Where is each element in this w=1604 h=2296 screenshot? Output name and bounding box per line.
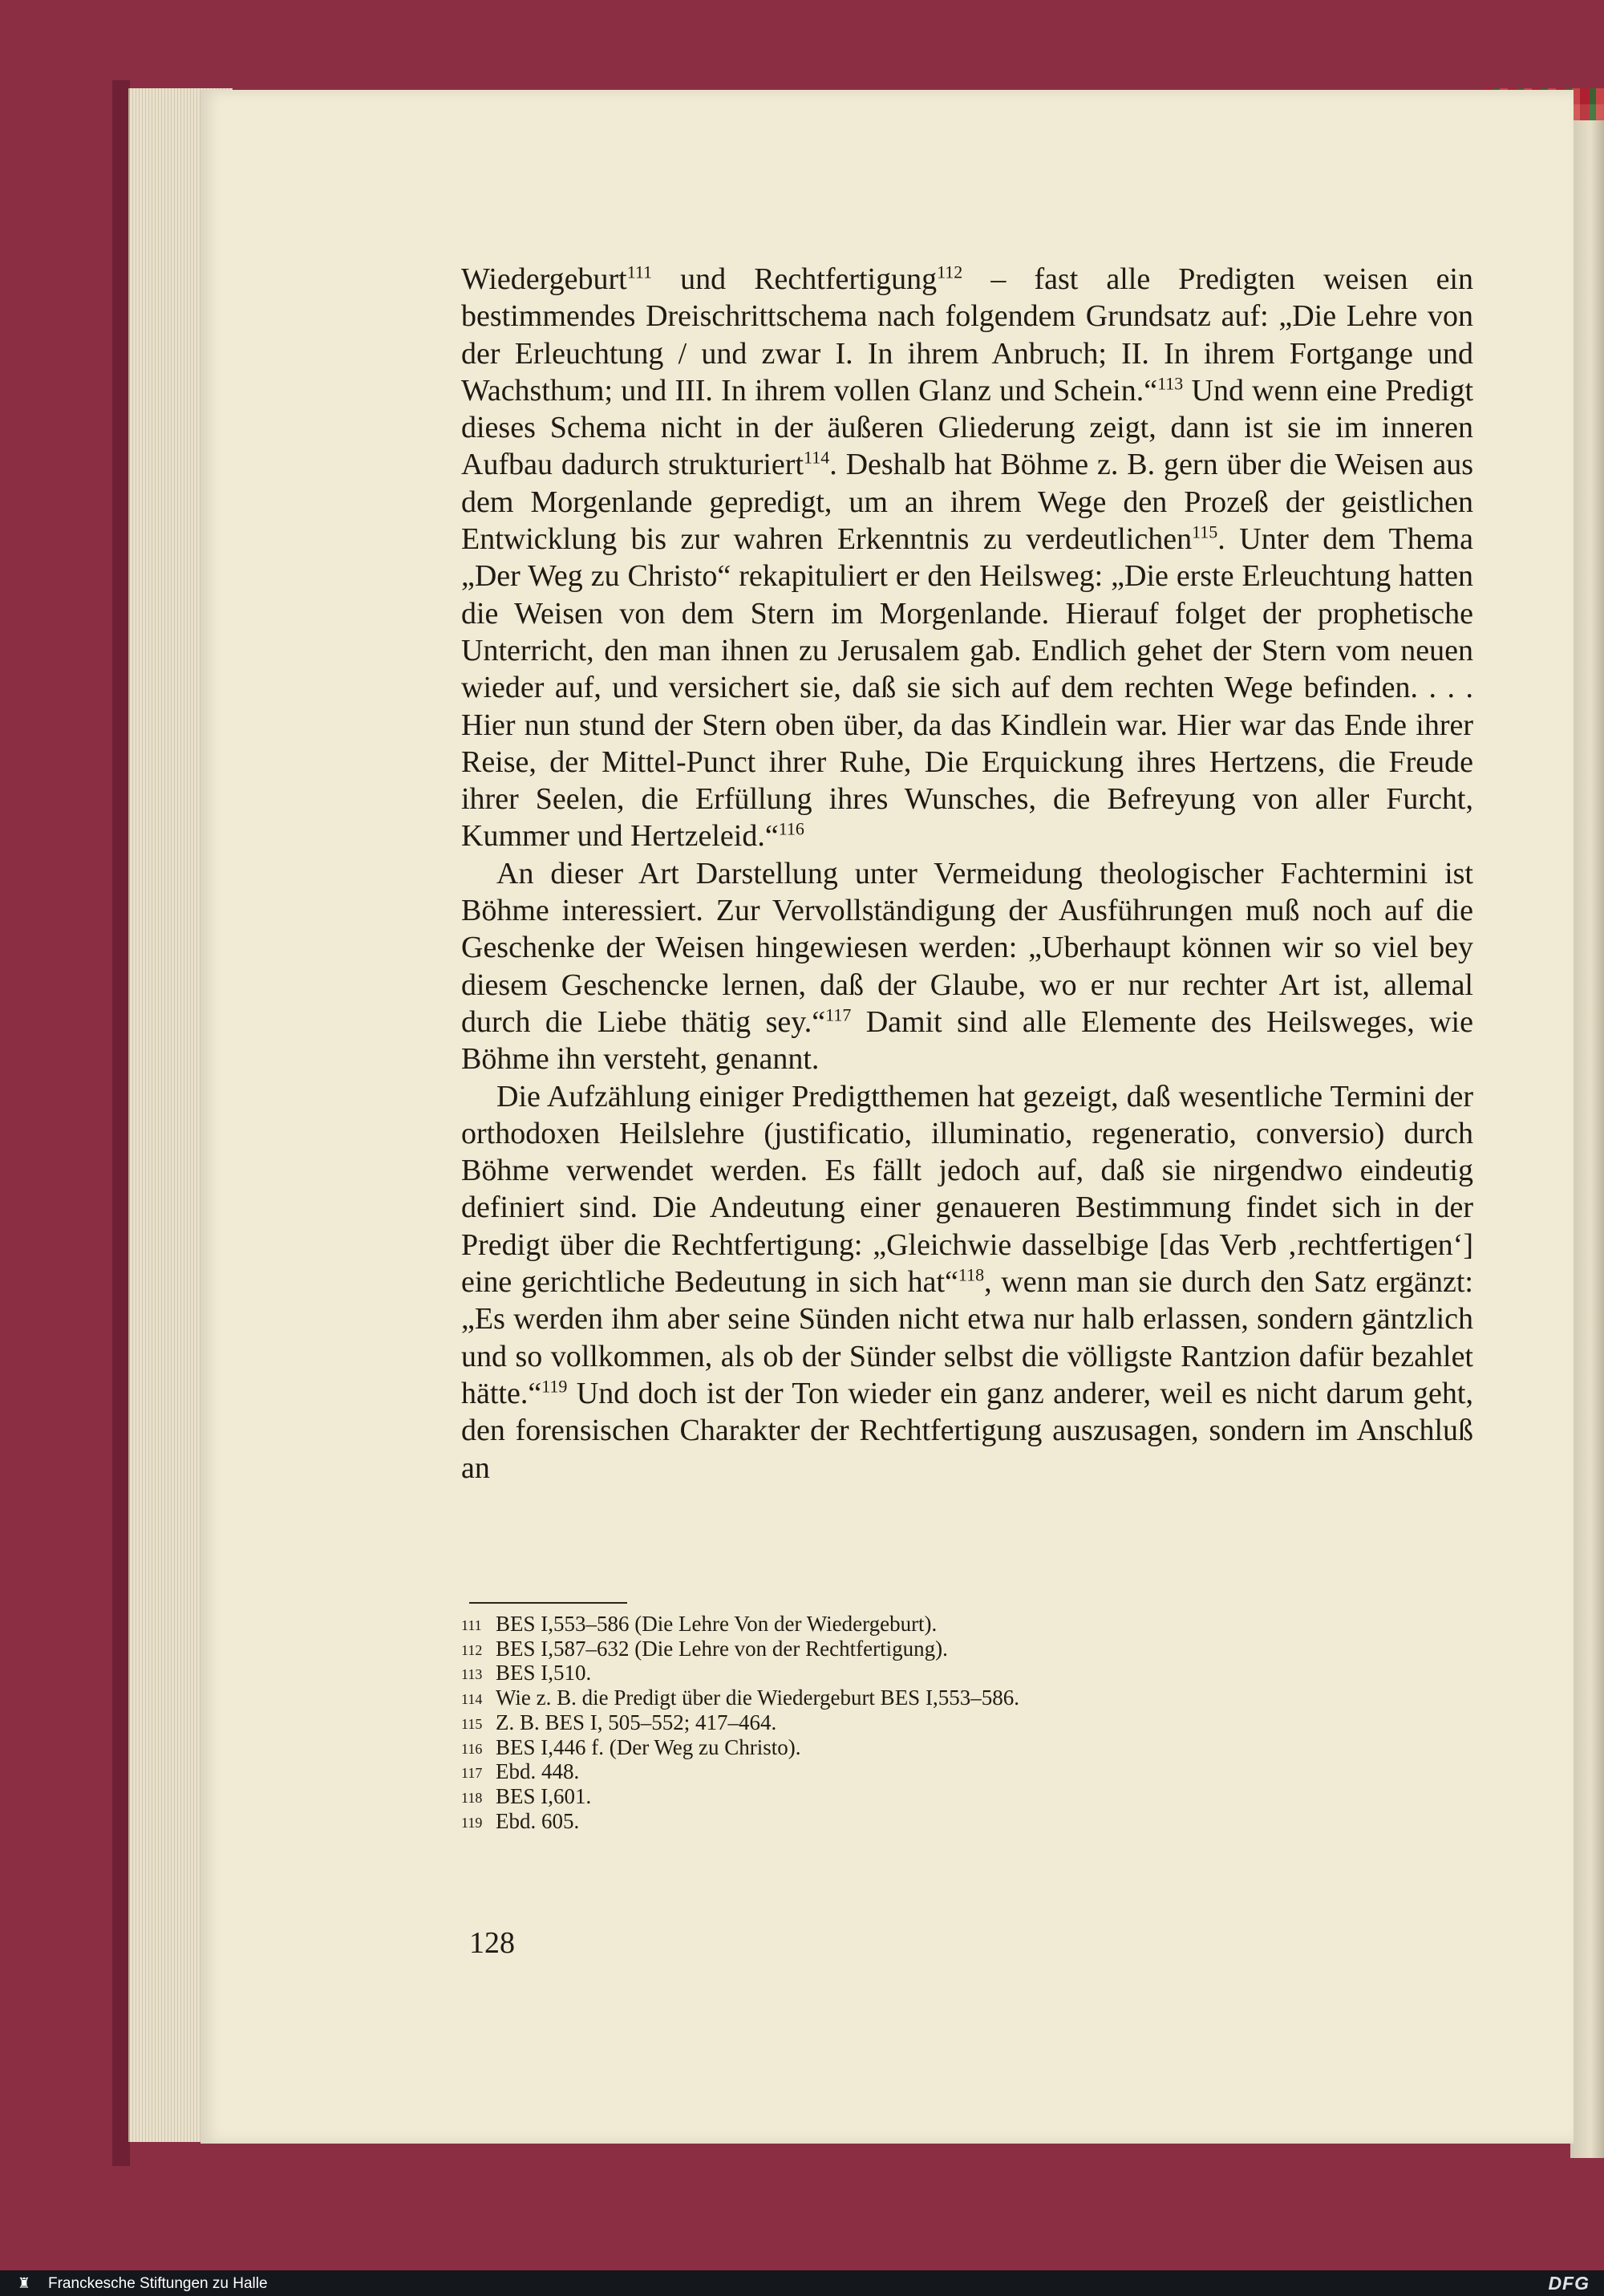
footnote-ref: 114 [804,447,830,468]
text-run: An dieser Art Darstellung unter Vermeidung theologischer Fachtermini ist Böhme interessiert. Zur Vervollständigung der Ausführungen muß noch auf die Geschenke der Weisen hingewiesen werden: „Uberhaupt können wir so viel bey diesem Geschencke lernen, daß der Glaube, wo er nur rechter Art ist, allemal durch die Liebe thätig sey.“ [461,856,1473,1039]
body-paragraph [461,855,1473,1078]
text-run: , wenn man sie durch den Satz ergänzt: „Es werden ihm aber seine Sünden nicht etwa nur halb erlassen, sondern gäntzlich und so vollkommen, als ob der Sünder selbst die völligste Rantzion dafür bezahlet hätte.“ [461,1265,1473,1410]
text-run: – fast alle Predigten weisen ein bestimmendes Dreischrittschema nach folgendem Grundsatz auf: „Die Lehre von der Erleuchtung / und zwar I. In ihrem Anbruch; II. In ihrem Fortgange und Wachsthum; und III. In ihrem vollen Glanz und Schein.“ [461,262,1473,408]
footnote-text: Ebd. 605. [496,1808,580,1833]
footnote-text: BES I,587–632 (Die Lehre von der Rechtfertigung). [496,1636,948,1661]
footnote [461,1736,1263,1761]
footnote-ref: 116 [778,818,804,839]
footnote-number: 115 [461,1715,483,1732]
footnote-ref: 119 [541,1376,568,1397]
page-number: 128 [469,1926,515,1960]
footnote [461,1612,1263,1637]
footnote-ref: 113 [1157,373,1184,394]
footnote-text: Ebd. 448. [496,1759,580,1784]
footnote-number: 111 [461,1617,482,1633]
text-run: Wiedergeburt [461,262,627,296]
footnote-number: 113 [461,1666,483,1683]
footnote [461,1810,1263,1835]
footnote-number: 116 [461,1740,483,1757]
footnote-ref: 115 [1192,521,1218,542]
text-run: Und wenn eine Predigt dieses Schema nicht in der äußeren Gliederung zeigt, dann ist sie im inneren Aufbau dadurch strukturiert [461,373,1473,482]
text-run: Damit sind alle Elemente des Heilsweges, wie Böhme ihn versteht, genannt. [461,1004,1473,1077]
footnote [461,1661,1263,1686]
dfg-logo: DFG [1548,2273,1590,2294]
footnote-number: 118 [461,1789,483,1806]
footnote-rule [469,1602,627,1604]
institution-name: Franckesche Stiftungen zu Halle [48,2275,268,2292]
body-text [461,261,1473,1487]
footnote [461,1785,1263,1810]
text-run: . Unter dem Thema „Der Weg zu Christo“ rekapituliert er den Heilsweg: „Die erste Erleuchtung hatten die Weisen von dem Stern im Morgenlande. Hierauf folget der prophetische Unterricht, den man ihnen zu Jerusalem gab. Endlich gehet der Stern vom neuen wieder auf, und versichert sie, daß sie sich auf dem rechten Wege befinden. . . . Hier nun stund der Stern oben über, da das Kindlein war. Hier war das Ende ihrer Reise, der Mittel-Punct ihrer Ruhe, Die Erquickung ihres Hertzens, die Freude ihrer Seelen, die Erfüllung ihres Wunsches, die Befreyung von aller Furcht, Kummer und Hertzeleid.“ [461,522,1473,854]
right-page-edge [1570,104,1604,2158]
footnote-text: BES I,446 f. (Der Weg zu Christo). [496,1734,801,1759]
body-paragraph [461,1078,1473,1487]
footnote-text: BES I,601. [496,1783,592,1808]
footnotes [461,1612,1263,1834]
footnote-text: Wie z. B. die Predigt über die Wiedergeburt BES I,553–586. [496,1685,1019,1710]
viewer-footer-bar [0,2270,1604,2296]
footnote-text: BES I,510. [496,1661,592,1685]
footnote [461,1686,1263,1711]
institution-logo-icon: ♜ [17,2275,31,2291]
footnote-text: Z. B. BES I, 505–552; 417–464. [496,1710,777,1734]
footnote-number: 119 [461,1814,483,1831]
body-paragraph [461,261,1473,855]
footnote-ref: 117 [825,1004,852,1025]
footnote-number: 114 [461,1691,483,1708]
text-run: und Rechtfertigung [652,262,938,296]
book-cover-edge [112,80,130,2166]
footnote [461,1711,1263,1736]
footnote-number: 117 [461,1765,483,1782]
footnote [461,1760,1263,1785]
footnote-number: 112 [461,1641,483,1658]
footnote-ref: 111 [626,262,653,282]
text-run: Die Aufzählung einiger Predigtthemen hat gezeigt, daß wesentliche Termini der orthodoxen Heilslehre (justificatio, illuminatio, regeneratio, conversio) durch Böhme verwendet werden. Es fällt jedoch auf, daß sie nirgendwo eindeutig definiert sind. Die Andeutung einer genaueren Bestimmung findet sich in der Predigt über die Rechtfertigung: „Gleichwie dasselbige [das Verb ‚rechtfertigen‘] eine gerichtliche Bedeutung in sich hat“ [461,1079,1473,1300]
text-run: Und doch ist der Ton wieder ein ganz anderer, weil es nicht darum geht, den forensischen Charakter der Rechtfertigung auszusagen, sondern im Anschluß an [461,1376,1473,1485]
text-run: . Deshalb hat Böhme z. B. gern über die Weisen aus dem Morgenlande gepredigt, um an ihrem Wege den Prozeß der geistlichen Entwicklung bis zur wahren Erkenntnis zu verdeutlichen [461,448,1473,557]
footnote [461,1637,1263,1662]
footnote-text: BES I,553–586 (Die Lehre Von der Wiedergeburt). [496,1612,938,1636]
footnote-ref: 112 [937,262,963,282]
footnote-ref: 118 [958,1264,985,1285]
